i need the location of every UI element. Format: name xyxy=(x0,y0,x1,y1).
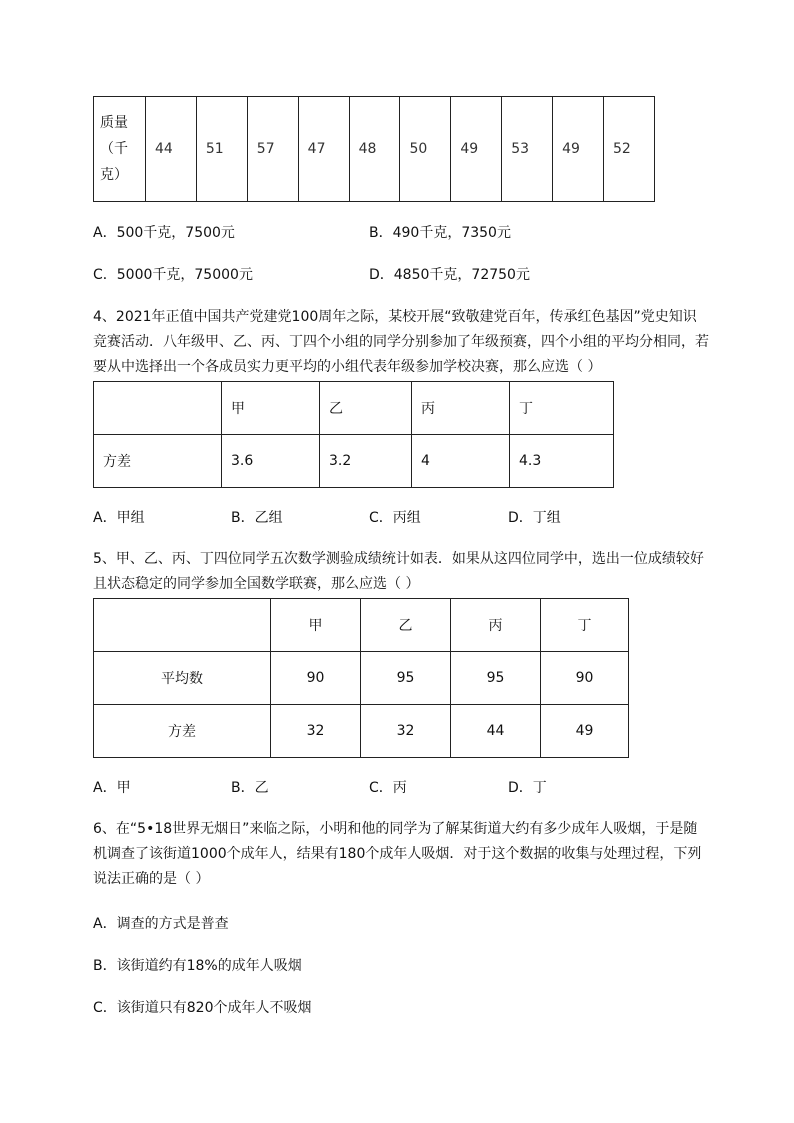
table-row-label: 方差 xyxy=(94,435,222,488)
table-cell: 90 xyxy=(541,652,629,705)
q4-text-line-3: 要从中选择出一个各成员实力更平均的小组代表年级参加学校决赛，那么应选（ ） xyxy=(93,359,602,375)
q6-option-c: C．该街道只有820个成年人不吸烟 xyxy=(93,1000,312,1016)
q6-option-b: B．该街道约有18%的成年人吸烟 xyxy=(93,958,302,974)
table-header-jia: 甲 xyxy=(271,599,361,652)
q3-table xyxy=(93,96,655,202)
q5-table xyxy=(93,598,629,758)
table-cell: 49 xyxy=(541,705,629,758)
q3-option-a: A．500千克，7500元 xyxy=(93,225,235,241)
q3-option-b: B．490千克，7350元 xyxy=(369,225,511,241)
table-cell: 32 xyxy=(361,705,451,758)
table-cell: 3.6 xyxy=(222,435,320,488)
table-cell: 95 xyxy=(451,652,541,705)
table-header-ding: 丁 xyxy=(541,599,629,652)
table-cell: 90 xyxy=(271,652,361,705)
table-cell: 49 xyxy=(451,97,502,202)
q5-option-b: B．乙 xyxy=(231,780,269,796)
table-row-label: 平均数 xyxy=(94,652,271,705)
table-cell: 4 xyxy=(412,435,510,488)
table-row xyxy=(94,599,629,652)
table-cell xyxy=(94,382,222,435)
table-cell: 44 xyxy=(146,97,197,202)
q5-text-line-2: 且状态稳定的同学参加全国数学联赛，那么应选（ ） xyxy=(93,576,420,592)
q4-option-d: D．丁组 xyxy=(508,510,561,526)
table-cell: 44 xyxy=(451,705,541,758)
table-row xyxy=(94,652,629,705)
q4-option-a: A．甲组 xyxy=(93,510,145,526)
table-cell: 53 xyxy=(502,97,553,202)
table-cell: 49 xyxy=(553,97,604,202)
q6-text-line-2: 机调查了该街道1000个成年人，结果有180个成年人吸烟．对于这个数据的收集与处理过程，下列 xyxy=(93,846,702,862)
table-cell: 52 xyxy=(604,97,655,202)
table-cell: 57 xyxy=(247,97,298,202)
table-header-yi: 乙 xyxy=(361,599,451,652)
table-row xyxy=(94,435,614,488)
table-cell: 4.3 xyxy=(510,435,614,488)
table-header-ding: 丁 xyxy=(510,382,614,435)
table-cell: 47 xyxy=(298,97,349,202)
q3-option-d: D．4850千克，72750元 xyxy=(369,267,530,283)
table-header-jia: 甲 xyxy=(222,382,320,435)
q5-option-d: D．丁 xyxy=(508,780,547,796)
table-row xyxy=(94,382,614,435)
table-row xyxy=(94,705,629,758)
table-row-label: 方差 xyxy=(94,705,271,758)
table-header-bing: 丙 xyxy=(412,382,510,435)
q3-option-c: C．5000千克，75000元 xyxy=(93,267,253,283)
q5-text-line-1: 5、甲、乙、丙、丁四位同学五次数学测验成绩统计如表．如果从这四位同学中，选出一位成绩较好 xyxy=(93,551,704,567)
table-row xyxy=(94,97,655,202)
q3-table-header: 质量（千克） xyxy=(94,97,146,202)
table-header-bing: 丙 xyxy=(451,599,541,652)
table-cell: 3.2 xyxy=(320,435,412,488)
q5-option-c: C．丙 xyxy=(369,780,407,796)
table-cell: 95 xyxy=(361,652,451,705)
q4-text-line-2: 竞赛活动．八年级甲、乙、丙、丁四个小组的同学分别参加了年级预赛，四个小组的平均分相同，若 xyxy=(93,334,709,350)
table-cell xyxy=(94,599,271,652)
q4-option-c: C．丙组 xyxy=(369,510,421,526)
q6-option-a: A．调查的方式是普查 xyxy=(93,916,229,932)
q4-option-b: B．乙组 xyxy=(231,510,283,526)
table-cell: 32 xyxy=(271,705,361,758)
q6-text-line-1: 6、在“5•18世界无烟日”来临之际，小明和他的同学为了解某街道大约有多少成年人吸烟，于是随 xyxy=(93,821,698,837)
table-header-yi: 乙 xyxy=(320,382,412,435)
table-cell: 51 xyxy=(196,97,247,202)
table-cell: 48 xyxy=(349,97,400,202)
table-cell: 50 xyxy=(400,97,451,202)
q4-table xyxy=(93,381,614,488)
q4-text-line-1: 4、2021年正值中国共产党建党100周年之际，某校开展“致敬建党百年，传承红色基因”党史知识 xyxy=(93,309,697,325)
q6-text-line-3: 说法正确的是（ ） xyxy=(93,871,210,887)
q5-option-a: A．甲 xyxy=(93,780,131,796)
